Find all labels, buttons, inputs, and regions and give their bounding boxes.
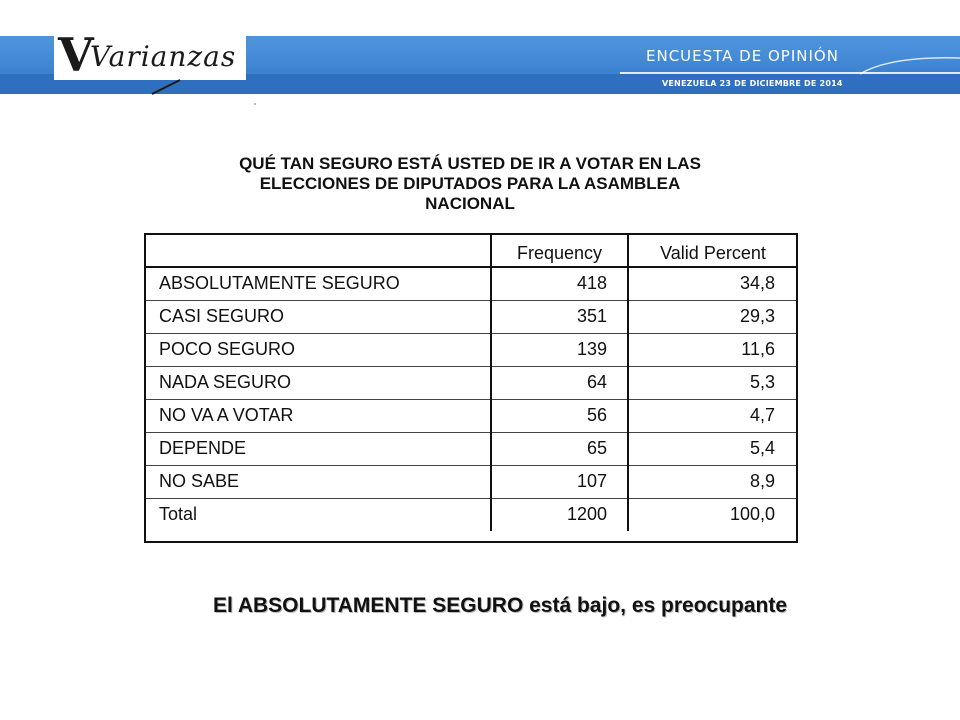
row-category: Total — [145, 498, 491, 531]
table-row — [145, 267, 797, 300]
row-category: POCO SEGURO — [145, 333, 491, 366]
table-header-row — [145, 234, 797, 267]
table-row — [145, 366, 797, 399]
survey-subtitle: VENEZUELA 23 DE DICIEMBRE DE 2014 — [662, 79, 843, 88]
row-valid-percent: 34,8 — [628, 267, 797, 300]
row-frequency: 139 — [491, 333, 628, 366]
frequency-table — [145, 234, 797, 531]
row-valid-percent: 8,9 — [628, 465, 797, 498]
table-row — [145, 465, 797, 498]
header-category — [145, 234, 491, 267]
row-category: ABSOLUTAMENTE SEGURO — [145, 267, 491, 300]
logo-flourish — [150, 78, 190, 98]
row-category: NO SABE — [145, 465, 491, 498]
table-body — [145, 267, 797, 531]
row-category: NO VA A VOTAR — [145, 399, 491, 432]
row-category: CASI SEGURO — [145, 300, 491, 333]
conclusion-text: El ABSOLUTAMENTE SEGURO está bajo, es preocupante — [212, 594, 788, 617]
row-frequency: 351 — [491, 300, 628, 333]
row-valid-percent: 4,7 — [628, 399, 797, 432]
logo — [54, 28, 246, 82]
survey-title: ENCUESTA DE OPINIÓN — [646, 47, 839, 65]
row-valid-percent: 11,6 — [628, 333, 797, 366]
table-row — [145, 399, 797, 432]
logo-initial: V — [58, 28, 94, 82]
row-valid-percent: 5,3 — [628, 366, 797, 399]
row-valid-percent: 5,4 — [628, 432, 797, 465]
row-frequency: 56 — [491, 399, 628, 432]
table-row — [145, 333, 797, 366]
table-row — [145, 300, 797, 333]
row-valid-percent: 100,0 — [729, 504, 775, 525]
row-category: DEPENDE — [145, 432, 491, 465]
swoosh-decoration — [860, 54, 960, 76]
row-frequency: 107 — [491, 465, 628, 498]
question-title: QUÉ TAN SEGURO ESTÁ USTED DE IR A VOTAR EN LAS ELECCIONES DE DIPUTADOS PARA LA ASAMBLEA NACIONAL — [239, 154, 701, 213]
table-row — [145, 498, 797, 531]
row-frequency: 65 — [491, 432, 628, 465]
row-frequency: 418 — [491, 267, 628, 300]
row-frequency: 64 — [491, 366, 628, 399]
row-category: NADA SEGURO — [145, 366, 491, 399]
stray-dot — [254, 103, 256, 105]
header-valid-percent: Valid Percent — [628, 234, 797, 267]
row-valid-percent: 29,3 — [628, 300, 797, 333]
logo-text: Varianzas — [90, 40, 237, 73]
table-row — [145, 432, 797, 465]
row-frequency: 1200 — [491, 498, 628, 531]
header-frequency: Frequency — [491, 234, 628, 267]
